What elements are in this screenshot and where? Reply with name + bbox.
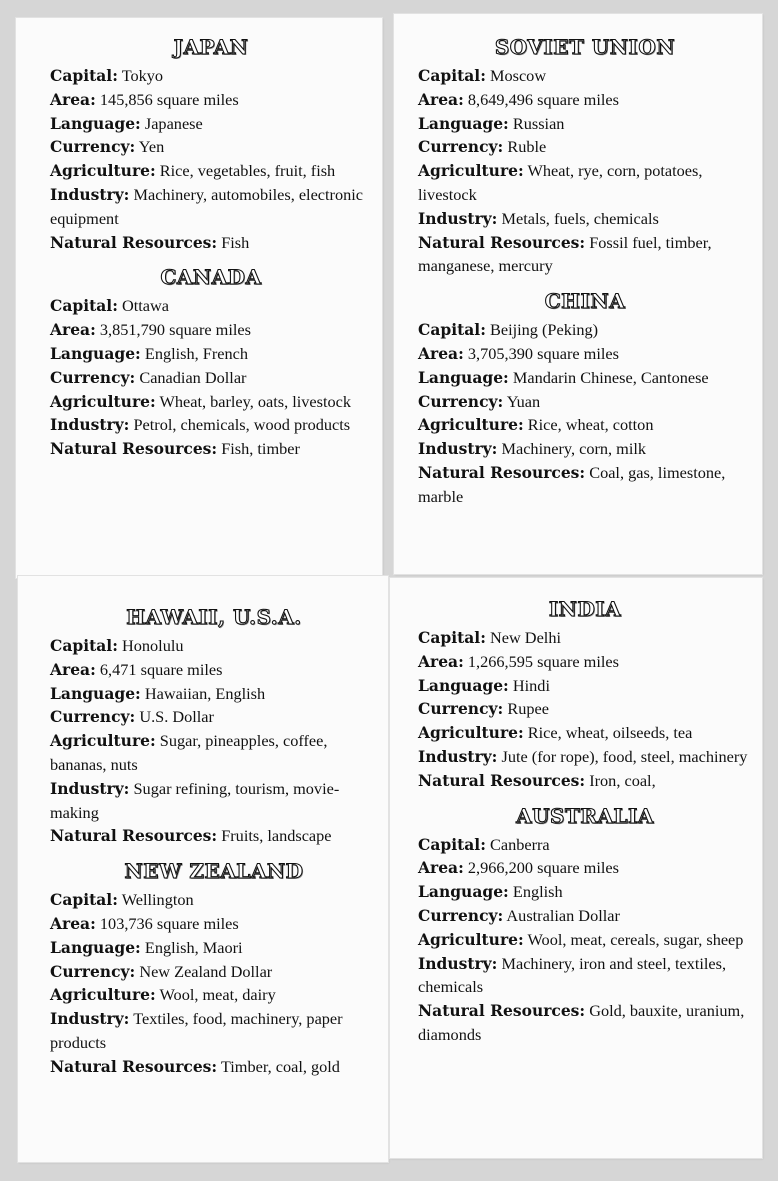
industry-row bbox=[50, 413, 372, 437]
industry-label: Industry: bbox=[418, 439, 498, 459]
language-row bbox=[50, 342, 372, 366]
resources-row bbox=[418, 999, 752, 1047]
area-row bbox=[418, 650, 752, 674]
resources-label: Natural Resources: bbox=[50, 232, 218, 252]
resources-label: Natural Resources: bbox=[418, 770, 586, 790]
currency-label: Currency: bbox=[418, 391, 504, 411]
currency-row bbox=[418, 390, 752, 414]
area-value: 6,471 square miles bbox=[99, 659, 223, 679]
resources-row bbox=[50, 231, 372, 255]
agriculture-label: Agriculture: bbox=[418, 929, 524, 949]
currency-value: Rupee bbox=[507, 699, 549, 719]
language-row bbox=[50, 682, 378, 706]
agriculture-label: Agriculture: bbox=[418, 161, 524, 181]
currency-label: Currency: bbox=[418, 905, 504, 925]
area-value: 2,966,200 square miles bbox=[467, 858, 619, 878]
language-label: Language: bbox=[50, 937, 141, 957]
capital-value: New Delhi bbox=[490, 628, 561, 647]
resources-label: Natural Resources: bbox=[418, 1001, 586, 1021]
area-row bbox=[50, 912, 378, 936]
language-row bbox=[418, 112, 752, 136]
area-label: Area: bbox=[50, 913, 96, 933]
agriculture-row bbox=[418, 159, 752, 207]
industry-row bbox=[50, 777, 378, 825]
resources-row bbox=[418, 231, 752, 279]
language-value: Japanese bbox=[144, 113, 203, 133]
agriculture-row bbox=[50, 729, 378, 777]
agriculture-label: Agriculture: bbox=[418, 723, 524, 743]
language-label: Language: bbox=[50, 113, 141, 133]
area-row bbox=[50, 658, 378, 682]
agriculture-label: Agriculture: bbox=[50, 161, 156, 181]
resources-label: Natural Resources: bbox=[50, 826, 218, 846]
industry-row bbox=[50, 183, 372, 231]
resources-value: Fish, timber bbox=[221, 439, 300, 459]
currency-row bbox=[50, 960, 378, 984]
area-value: 145,856 square miles bbox=[99, 89, 239, 109]
area-label: Area: bbox=[50, 89, 96, 109]
language-value: Hindi bbox=[512, 675, 550, 695]
area-value: 1,266,595 square miles bbox=[467, 651, 619, 671]
capital-value: Tokyo bbox=[121, 66, 164, 85]
agriculture-value: Wheat, rye, corn, potatoes, livestock bbox=[418, 161, 703, 204]
area-row bbox=[50, 88, 372, 112]
capital-row bbox=[418, 318, 752, 342]
capital-label: Capital: bbox=[418, 66, 486, 85]
resources-value: Gold, bauxite, uranium, diamonds bbox=[418, 1001, 745, 1044]
capital-label: Capital: bbox=[418, 628, 486, 647]
currency-row bbox=[50, 366, 372, 390]
language-value: Mandarin Chinese, Cantonese bbox=[512, 367, 709, 387]
area-row bbox=[50, 318, 372, 342]
capital-value: Beijing (Peking) bbox=[490, 320, 599, 340]
capital-label: Capital: bbox=[50, 636, 118, 655]
area-label: Area: bbox=[50, 320, 96, 340]
agriculture-row bbox=[50, 983, 378, 1007]
agriculture-row bbox=[418, 928, 752, 952]
language-value: English, Maori bbox=[144, 937, 243, 957]
currency-value: Yuan bbox=[506, 391, 541, 411]
capital-row bbox=[50, 64, 372, 88]
card-japan-canada bbox=[16, 18, 382, 578]
industry-row bbox=[418, 952, 752, 1000]
resources-value: Timber, coal, gold bbox=[220, 1056, 340, 1076]
language-value: English bbox=[512, 882, 563, 902]
country-block-australia bbox=[418, 805, 752, 1047]
country-block-canada bbox=[50, 266, 372, 461]
currency-value: Yen bbox=[138, 137, 165, 157]
resources-label: Natural Resources: bbox=[50, 1056, 218, 1076]
resources-value: Iron, coal, bbox=[589, 770, 656, 790]
country-name: CHINA bbox=[544, 289, 626, 314]
currency-value: Ruble bbox=[507, 137, 547, 157]
agriculture-row bbox=[418, 721, 752, 745]
currency-label: Currency: bbox=[50, 137, 136, 157]
agriculture-label: Agriculture: bbox=[50, 731, 156, 751]
industry-label: Industry: bbox=[50, 778, 130, 798]
agriculture-label: Agriculture: bbox=[418, 415, 524, 435]
industry-label: Industry: bbox=[50, 184, 130, 204]
industry-value: Metals, fuels, chemicals bbox=[501, 208, 659, 228]
resources-row bbox=[418, 461, 752, 509]
resources-label: Natural Resources: bbox=[418, 232, 586, 252]
country-block-soviet-union bbox=[418, 36, 752, 278]
industry-label: Industry: bbox=[418, 208, 498, 228]
industry-label: Industry: bbox=[418, 746, 498, 766]
agriculture-value: Rice, vegetables, fruit, fish bbox=[159, 161, 336, 181]
area-label: Area: bbox=[418, 343, 464, 363]
area-value: 3,705,390 square miles bbox=[467, 343, 619, 363]
area-label: Area: bbox=[418, 89, 464, 109]
currency-value: U.S. Dollar bbox=[139, 707, 214, 727]
resources-row bbox=[418, 769, 752, 793]
agriculture-value: Rice, wheat, cotton bbox=[527, 415, 654, 435]
agriculture-value: Wool, meat, cereals, sugar, sheep bbox=[527, 929, 744, 949]
country-name: JAPAN bbox=[173, 35, 249, 59]
card-india-australia bbox=[390, 578, 762, 1158]
area-row bbox=[418, 856, 752, 880]
area-label: Area: bbox=[418, 651, 464, 671]
currency-label: Currency: bbox=[418, 137, 504, 157]
country-name: SOVIET UNION bbox=[494, 35, 676, 59]
capital-label: Capital: bbox=[50, 66, 118, 85]
capital-value: Canberra bbox=[490, 834, 550, 854]
industry-label: Industry: bbox=[418, 953, 498, 973]
resources-row bbox=[50, 1055, 378, 1079]
language-label: Language: bbox=[50, 683, 141, 703]
agriculture-label: Agriculture: bbox=[50, 985, 156, 1005]
card-hawaii-newzealand bbox=[18, 576, 388, 1162]
card-soviet-china bbox=[394, 14, 762, 574]
language-value: Hawaiian, English bbox=[144, 683, 266, 703]
industry-value: Machinery, iron and steel, textiles, chemicals bbox=[418, 953, 727, 997]
industry-value: Petrol, chemicals, wood products bbox=[133, 415, 351, 435]
country-name: CANADA bbox=[160, 265, 262, 290]
agriculture-value: Rice, wheat, oilseeds, tea bbox=[527, 723, 693, 743]
area-label: Area: bbox=[50, 659, 96, 679]
capital-row bbox=[418, 626, 752, 650]
industry-row bbox=[50, 1007, 378, 1055]
country-block-japan bbox=[50, 36, 372, 254]
capital-row bbox=[50, 888, 378, 912]
capital-label: Capital: bbox=[418, 834, 486, 854]
capital-row bbox=[418, 64, 752, 88]
country-name: NEW ZEALAND bbox=[124, 859, 304, 884]
area-value: 103,736 square miles bbox=[99, 913, 239, 933]
area-value: 3,851,790 square miles bbox=[99, 320, 251, 340]
industry-value: Machinery, corn, milk bbox=[501, 439, 647, 459]
currency-label: Currency: bbox=[50, 961, 136, 981]
area-label: Area: bbox=[418, 858, 464, 878]
agriculture-value: Sugar, pineapples, coffee, bananas, nuts bbox=[50, 731, 328, 774]
industry-label: Industry: bbox=[50, 415, 130, 435]
language-row bbox=[418, 366, 752, 390]
language-label: Language: bbox=[418, 367, 509, 387]
currency-value: Canadian Dollar bbox=[139, 367, 247, 387]
currency-label: Currency: bbox=[418, 699, 504, 719]
capital-row bbox=[50, 294, 372, 318]
capital-label: Capital: bbox=[50, 296, 118, 316]
capital-value: Ottawa bbox=[122, 296, 170, 316]
resources-value: Fossil fuel, timber, manganese, mercury bbox=[418, 232, 712, 276]
area-value: 8,649,496 square miles bbox=[467, 89, 619, 109]
currency-value: Australian Dollar bbox=[506, 905, 620, 925]
language-row bbox=[50, 936, 378, 960]
agriculture-value: Wheat, barley, oats, livestock bbox=[159, 391, 352, 411]
currency-row bbox=[418, 135, 752, 159]
language-value: English, French bbox=[144, 343, 248, 363]
country-block-india bbox=[418, 598, 752, 793]
capital-value: Moscow bbox=[490, 66, 547, 85]
country-block-hawaii-u-s-a bbox=[50, 606, 378, 848]
resources-label: Natural Resources: bbox=[418, 462, 586, 482]
language-label: Language: bbox=[418, 882, 509, 902]
country-name: AUSTRALIA bbox=[516, 803, 654, 828]
language-row bbox=[418, 880, 752, 904]
industry-row bbox=[418, 207, 752, 231]
agriculture-row bbox=[418, 413, 752, 437]
country-block-china bbox=[418, 290, 752, 508]
agriculture-value: Wool, meat, dairy bbox=[159, 985, 276, 1005]
area-row bbox=[418, 88, 752, 112]
industry-row bbox=[418, 745, 752, 769]
capital-row bbox=[50, 634, 378, 658]
language-value: Russian bbox=[512, 113, 565, 133]
country-block-new-zealand bbox=[50, 860, 378, 1078]
language-row bbox=[418, 674, 752, 698]
language-label: Language: bbox=[418, 113, 509, 133]
currency-value: New Zealand Dollar bbox=[139, 961, 273, 981]
currency-row bbox=[418, 697, 752, 721]
capital-row bbox=[418, 833, 752, 857]
industry-value: Textiles, food, machinery, paper products bbox=[50, 1009, 343, 1052]
industry-value: Sugar refining, tourism, movie-making bbox=[50, 778, 340, 822]
language-label: Language: bbox=[50, 343, 141, 363]
industry-value: Machinery, automobiles, electronic equipment bbox=[50, 184, 364, 228]
currency-label: Currency: bbox=[50, 707, 136, 727]
capital-label: Capital: bbox=[50, 890, 118, 910]
resources-label: Natural Resources: bbox=[50, 439, 218, 459]
resources-row bbox=[50, 824, 378, 848]
industry-row bbox=[418, 437, 752, 461]
industry-label: Industry: bbox=[50, 1009, 130, 1029]
agriculture-label: Agriculture: bbox=[50, 391, 156, 411]
resources-row bbox=[50, 437, 372, 461]
area-row bbox=[418, 342, 752, 366]
resources-value: Fruits, landscape bbox=[221, 826, 332, 846]
language-label: Language: bbox=[418, 675, 509, 695]
capital-value: Wellington bbox=[121, 890, 194, 910]
currency-row bbox=[418, 904, 752, 928]
agriculture-row bbox=[50, 390, 372, 414]
capital-label: Capital: bbox=[418, 320, 486, 340]
currency-row bbox=[50, 705, 378, 729]
capital-value: Honolulu bbox=[122, 636, 184, 655]
resources-value: Fish bbox=[221, 232, 250, 252]
country-name: HAWAII, U.S.A. bbox=[126, 605, 302, 629]
country-name: INDIA bbox=[548, 597, 622, 621]
resources-value: Coal, gas, limestone, marble bbox=[418, 462, 726, 506]
industry-value: Jute (for rope), food, steel, machinery bbox=[501, 746, 748, 766]
currency-row bbox=[50, 135, 372, 159]
language-row bbox=[50, 112, 372, 136]
currency-label: Currency: bbox=[50, 367, 136, 387]
agriculture-row bbox=[50, 159, 372, 183]
